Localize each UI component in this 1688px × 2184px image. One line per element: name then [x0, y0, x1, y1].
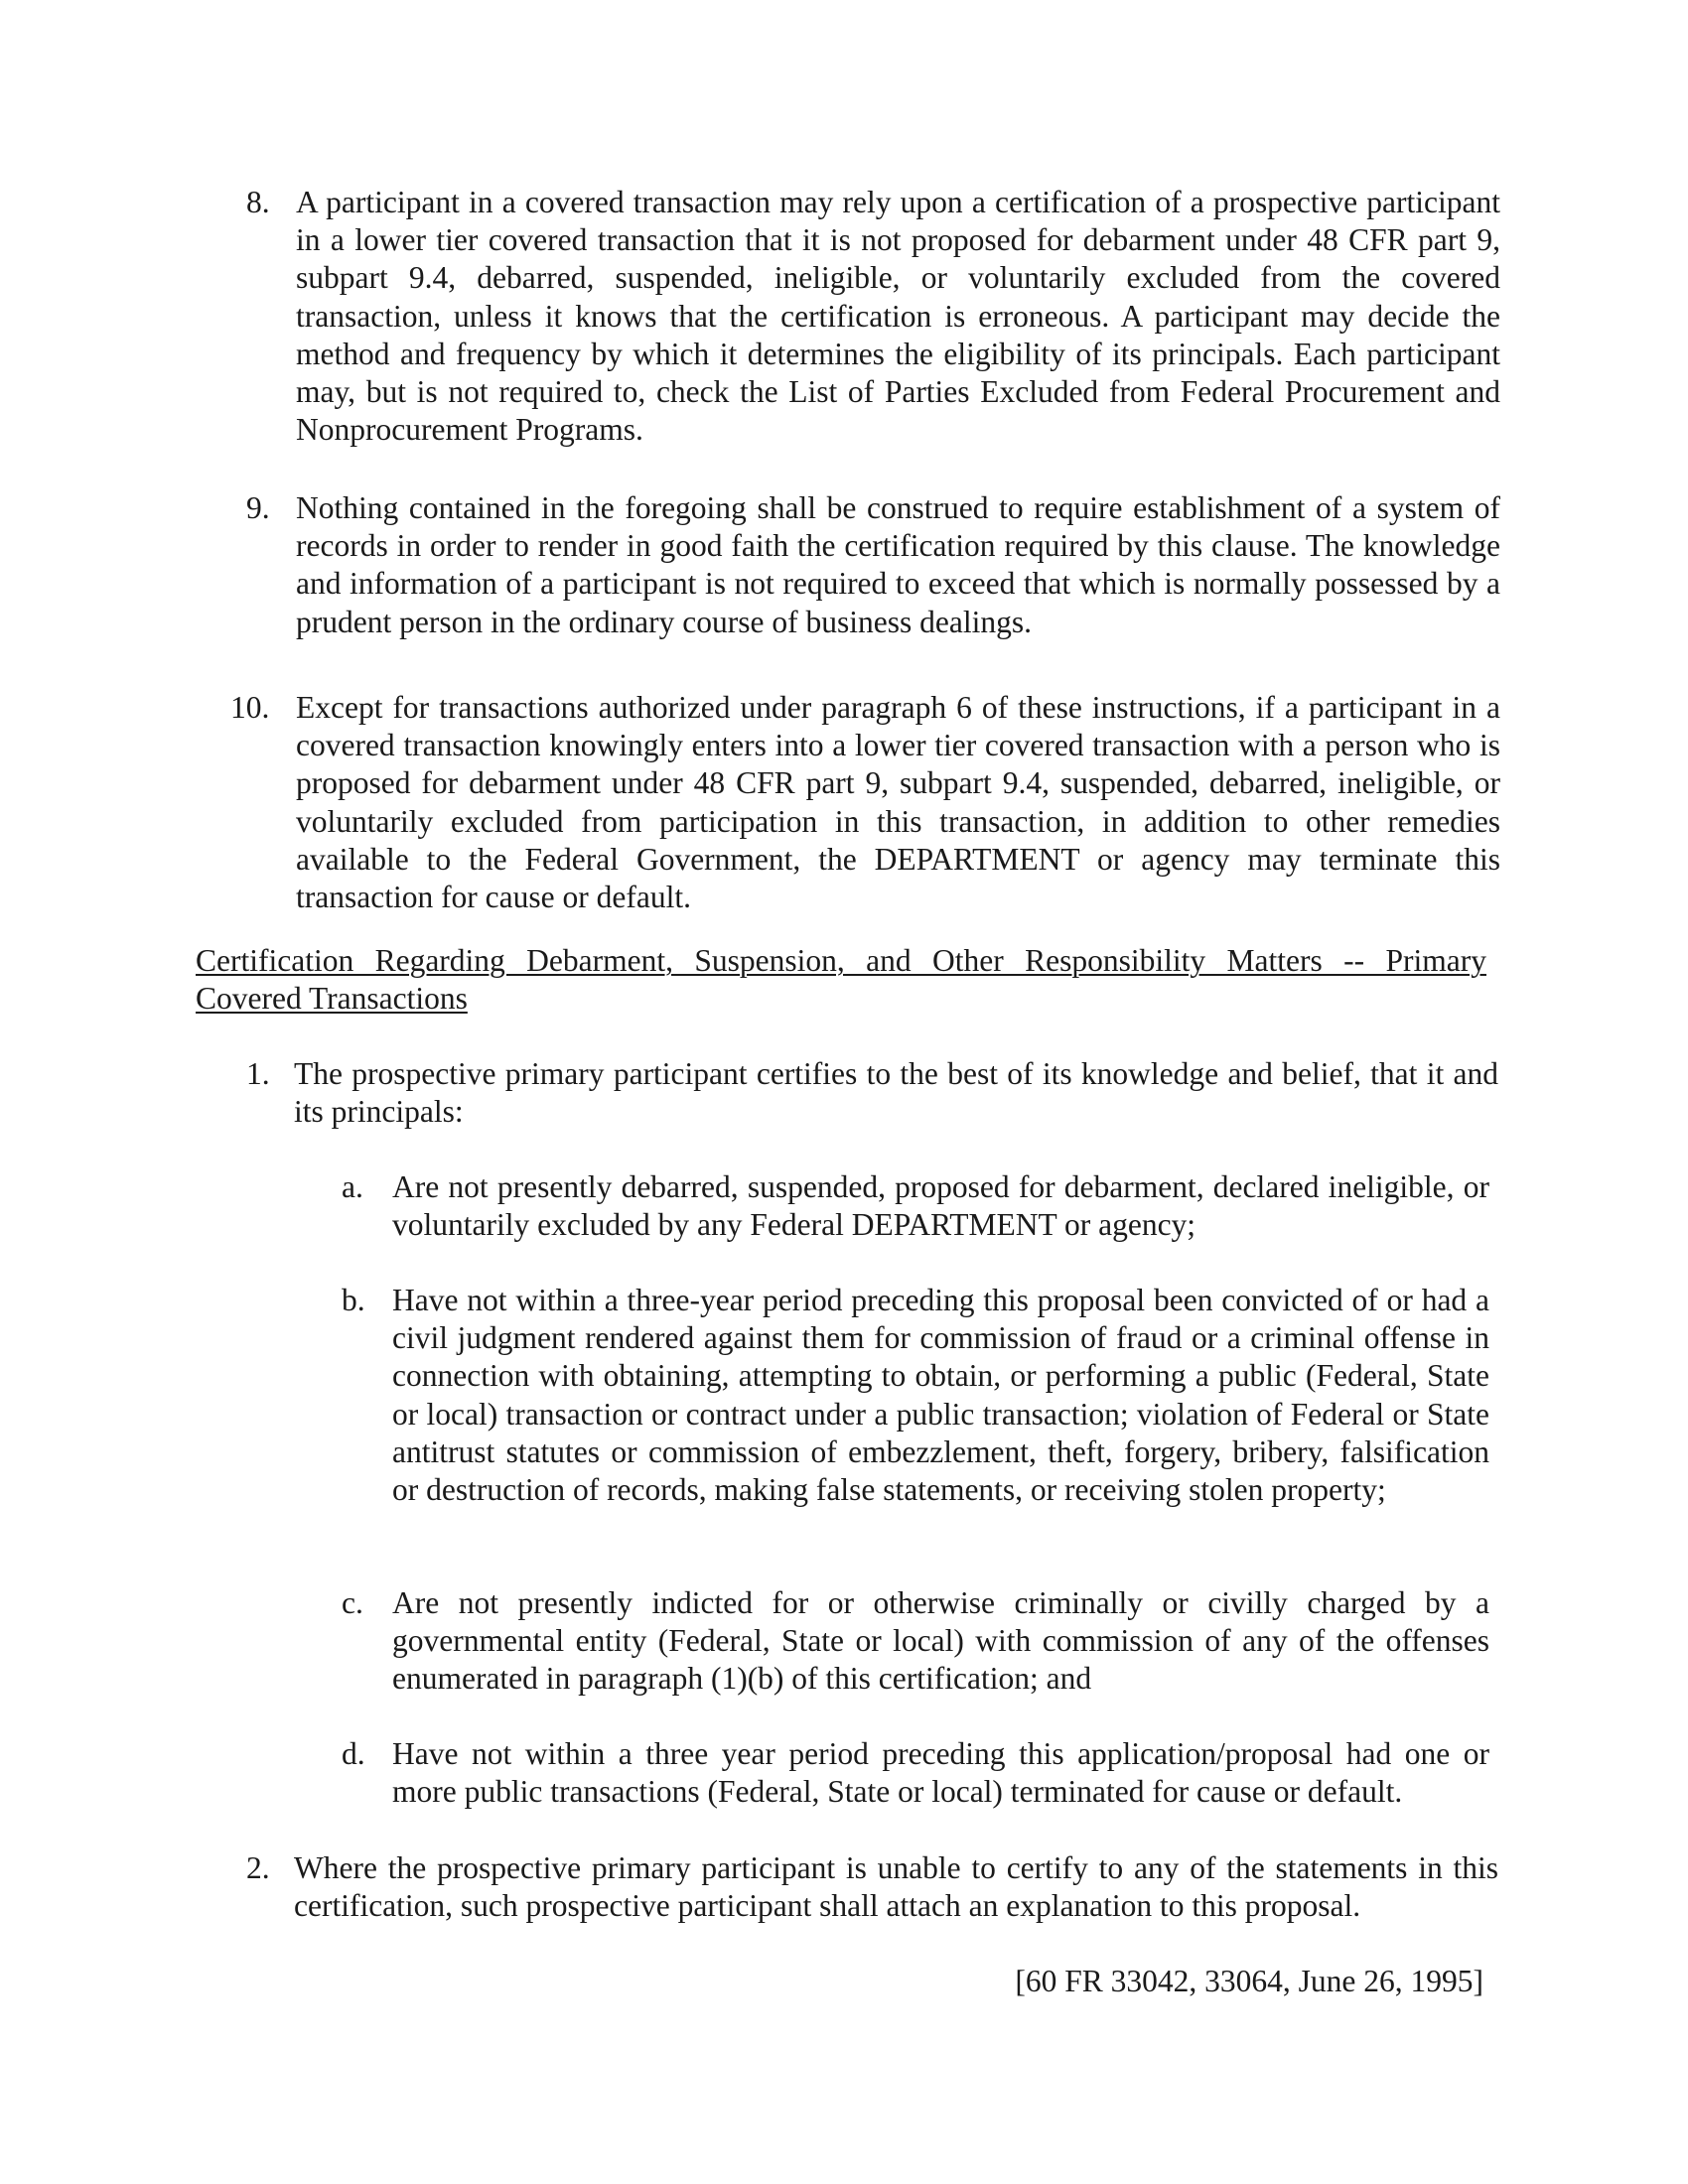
citation: [60 FR 33042, 33064, June 26, 1995] — [1015, 1964, 1483, 1998]
subitem-text: Are not presently debarred, suspended, proposed for debarment, declared ineligible, or voluntarily excluded by any Federal DEPARTMENT or agency; — [392, 1169, 1489, 1243]
subitem-letter: a. — [342, 1169, 363, 1204]
subitem-letter: b. — [342, 1283, 365, 1317]
list-item-number: 2. — [246, 1850, 270, 1885]
subitem-text: Have not within a three-year period preceding this proposal been convicted of or had a civil judgment rendered against them for commission of fraud or a criminal offense in connection with obtaining, attempting to obtain, or performing a public (Federal, State or local) transaction or contract under a public transaction; violation of Federal or State antitrust statutes or commission of embezzlement, theft, forgery, bribery, falsification or destruction of records, making false statements, or receiving stolen property; — [392, 1283, 1489, 1508]
list-item-number: 10. — [230, 690, 270, 725]
list-item-text: Except for transactions authorized under paragraph 6 of these instructions, if a participant in a covered transaction knowingly enters into a lower tier covered transaction with a person who is proposed for debarment under 48 CFR part 9, subpart 9.4, suspended, debarred, ineligible, or voluntarily excluded from participation in this transaction, in addition to other remedies available to the Federal Government, the DEPARTMENT or agency may terminate this transaction for cause or default. — [296, 690, 1500, 915]
section-heading-line-2: Covered Transactions — [196, 981, 468, 1017]
subitem-letter: c. — [342, 1585, 363, 1620]
list-item-text: A participant in a covered transaction may rely upon a certification of a prospective participant in a lower tier covered transaction that it is not proposed for debarment under 48 CFR part 9, subpart 9.4, debarred, suspended, ineligible, or voluntarily excluded from the covered transaction, unless it knows that the certification is erroneous. A participant may decide the method and frequency by which it determines the eligibility of its principals. Each participant may, but is not required to, check the List of Parties Excluded from Federal Procurement and Nonprocurement Programs. — [296, 185, 1500, 448]
section-heading-line-1: Certification Regarding Debarment, Suspension, and Other Responsibility Matters -- Primary — [196, 943, 1486, 978]
section-heading — [196, 942, 1486, 1018]
list-item-text: Nothing contained in the foregoing shall be construed to require establishment of a system of records in order to render in good faith the certification required by this clause. The knowledge and information of a participant is not required to exceed that which is normally possessed by a prudent person in the ordinary course of business dealings. — [296, 490, 1500, 639]
list-item-text: The prospective primary participant certifies to the best of its knowledge and belief, that it and its principals: — [294, 1056, 1498, 1130]
subitem-text: Have not within a three year period preceding this application/proposal had one or more public transactions (Federal, State or local) terminated for cause or default. — [392, 1736, 1489, 1810]
list-item-number: 9. — [246, 490, 270, 525]
subitem-letter: d. — [342, 1736, 365, 1771]
subitem-text: Are not presently indicted for or otherwise criminally or civilly charged by a governmental entity (Federal, State or local) with commission of any of the offenses enumerated in paragraph (1)(b) of this certification; and — [392, 1585, 1489, 1697]
list-item-number: 8. — [246, 185, 270, 219]
list-item-number: 1. — [246, 1056, 270, 1091]
list-item-text: Where the prospective primary participant is unable to certify to any of the statements in this certification, such prospective participant shall attach an explanation to this proposal. — [294, 1850, 1498, 1924]
